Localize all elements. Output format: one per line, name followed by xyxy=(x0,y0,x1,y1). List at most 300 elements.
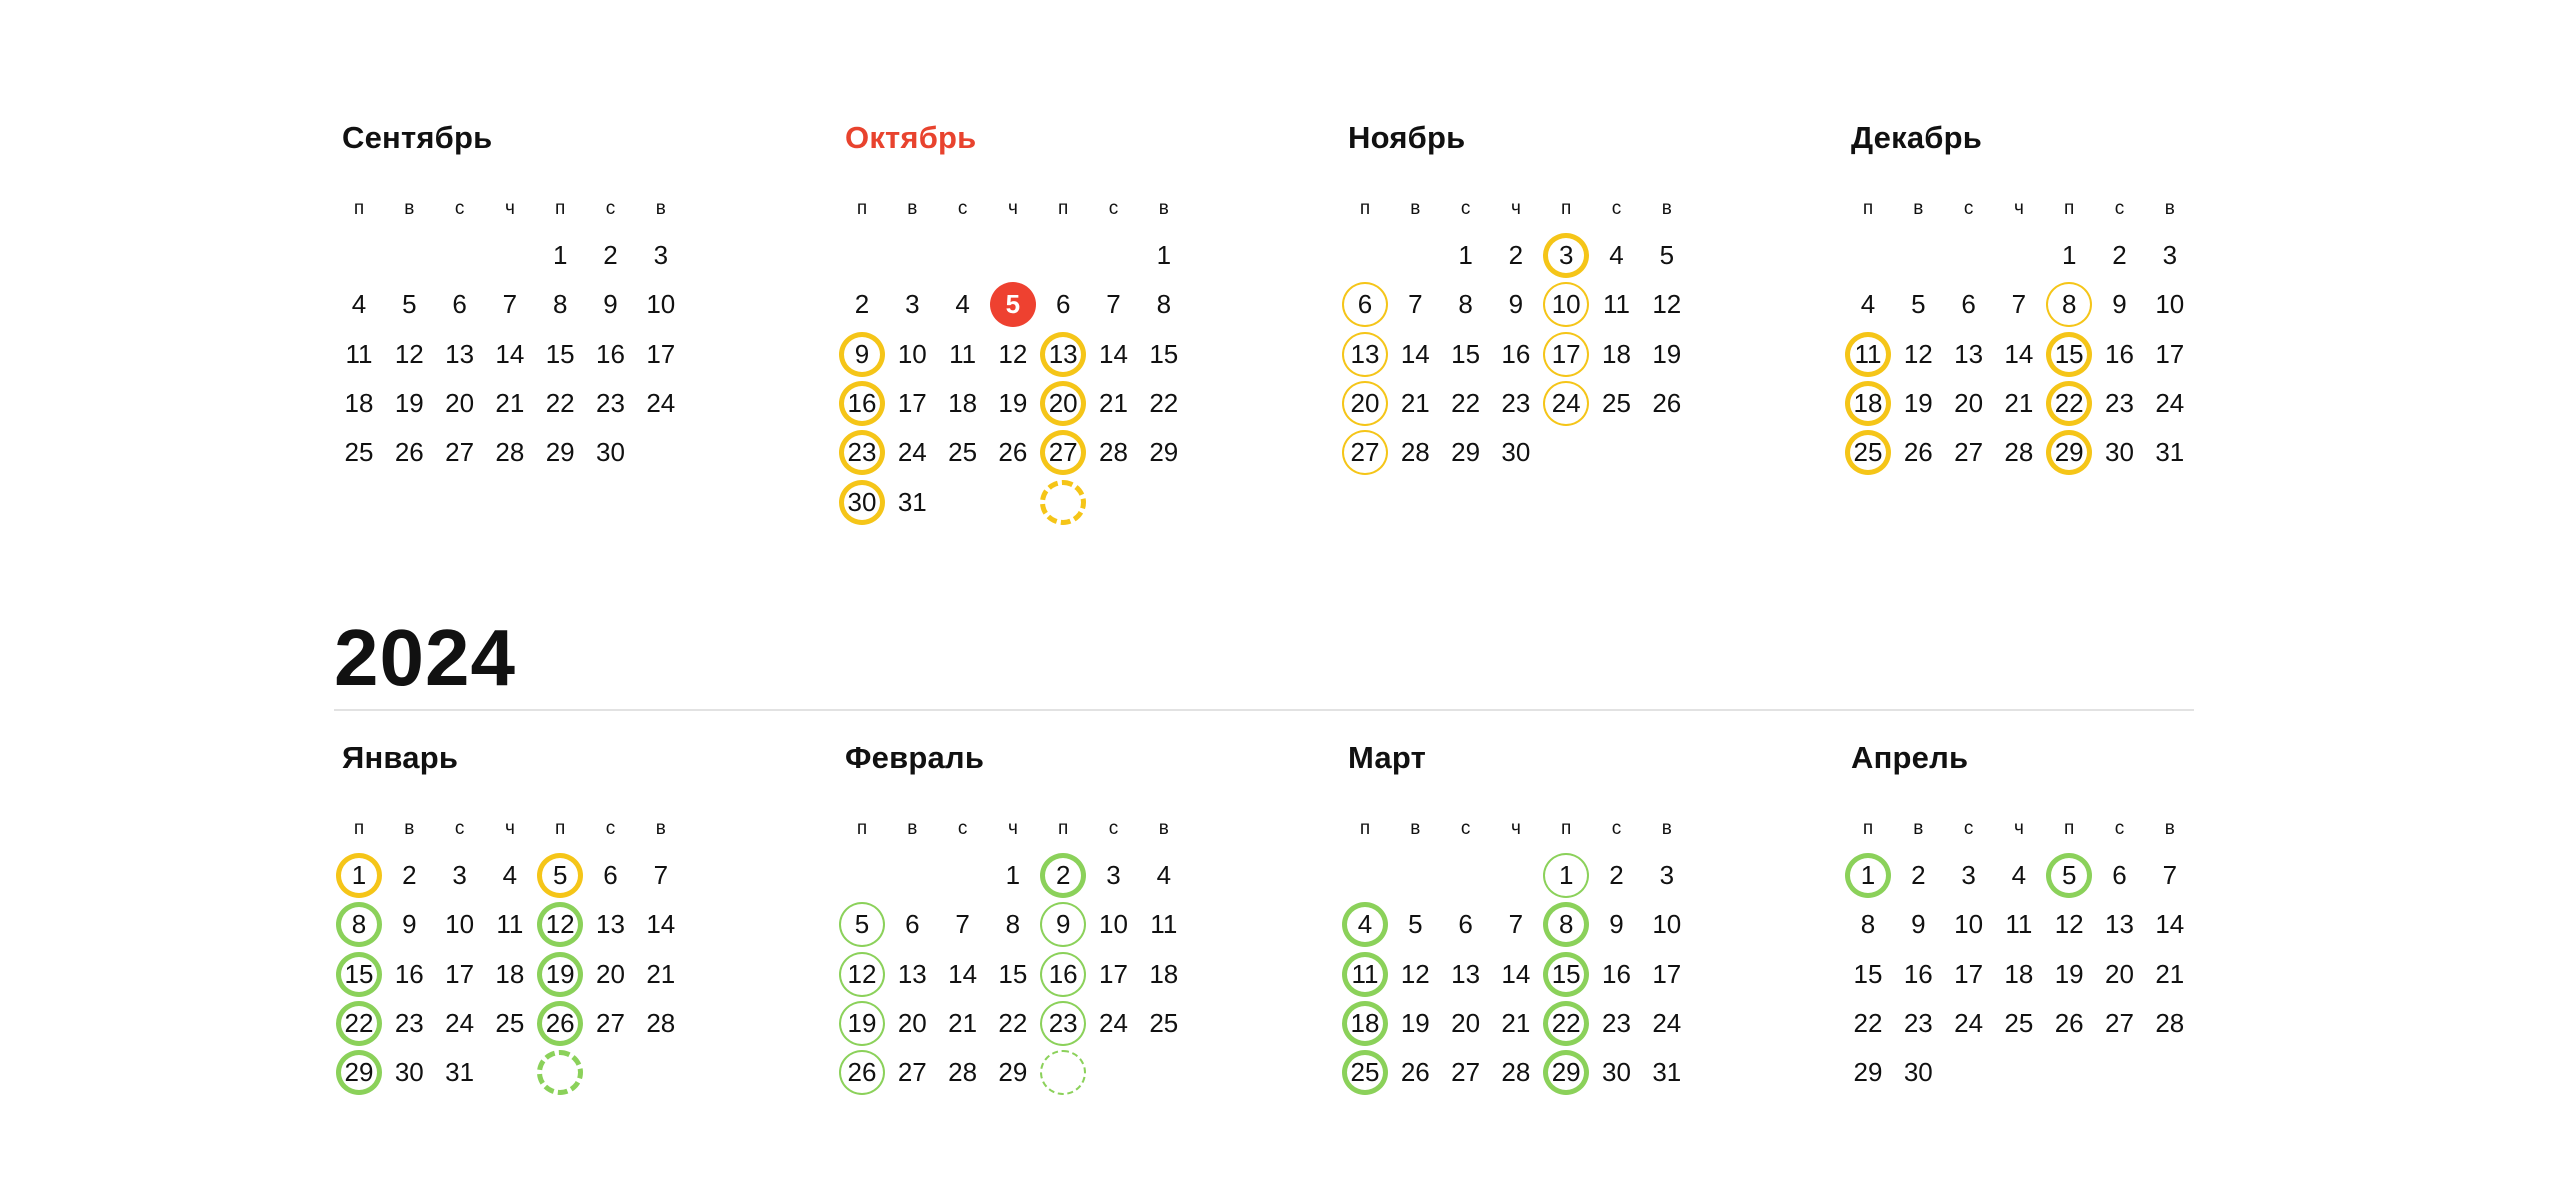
day-cell[interactable] xyxy=(1994,280,2044,329)
day-cell[interactable] xyxy=(2145,950,2195,999)
day-cell[interactable] xyxy=(334,428,384,477)
day-cell[interactable] xyxy=(535,900,585,949)
day-number: 11 xyxy=(1150,909,1178,940)
day-cell[interactable] xyxy=(1038,900,1088,949)
day-cell[interactable] xyxy=(1491,231,1541,280)
day-cell[interactable] xyxy=(334,851,384,900)
day-cell[interactable] xyxy=(1491,280,1541,329)
day-cell[interactable] xyxy=(1893,900,1943,949)
day-cell[interactable] xyxy=(384,999,434,1048)
day-cell[interactable] xyxy=(334,330,384,379)
day-cell[interactable] xyxy=(334,950,384,999)
day-cell[interactable] xyxy=(586,999,636,1048)
day-number: 11 xyxy=(345,338,373,369)
day-cell[interactable] xyxy=(636,330,686,379)
day-cell[interactable] xyxy=(988,851,1038,900)
day-number: 31 xyxy=(897,486,927,517)
day-number: 25 xyxy=(344,437,374,468)
day-cell[interactable] xyxy=(485,280,535,329)
day-cell[interactable] xyxy=(586,428,636,477)
day-cell[interactable] xyxy=(2145,231,2195,280)
day-number: 16 xyxy=(1602,958,1631,989)
day-cell[interactable] xyxy=(988,900,1038,949)
day-cell[interactable] xyxy=(837,900,887,949)
day-number: 1 xyxy=(1458,240,1473,270)
day-cell[interactable] xyxy=(1390,379,1440,428)
day-cell[interactable] xyxy=(887,1048,937,1097)
day-cell[interactable] xyxy=(1038,999,1088,1048)
day-cell[interactable] xyxy=(1893,851,1943,900)
day-cell[interactable] xyxy=(1340,330,1390,379)
day-cell[interactable] xyxy=(384,280,434,329)
day-cell[interactable] xyxy=(1491,1048,1541,1097)
day-number: 10 xyxy=(445,909,475,940)
day-cell[interactable] xyxy=(837,1048,887,1097)
day-cell[interactable] xyxy=(1592,1048,1642,1097)
day-cell[interactable] xyxy=(485,900,535,949)
day-cell[interactable] xyxy=(535,999,585,1048)
day-cell[interactable] xyxy=(837,280,887,329)
day-number: 5 xyxy=(1005,289,1021,320)
day-cell[interactable] xyxy=(938,900,988,949)
day-cell[interactable] xyxy=(535,280,585,329)
day-cell[interactable] xyxy=(1843,900,1893,949)
day-cell[interactable] xyxy=(636,231,686,280)
day-number: 26 xyxy=(998,437,1028,468)
day-cell[interactable] xyxy=(435,950,485,999)
day-number: 19 xyxy=(847,1007,877,1038)
day-cell[interactable] xyxy=(1390,428,1440,477)
day-cell[interactable] xyxy=(837,999,887,1048)
day-cell[interactable] xyxy=(586,379,636,428)
day-cell[interactable] xyxy=(938,999,988,1048)
day-cell[interactable] xyxy=(1390,900,1440,949)
day-cell[interactable] xyxy=(2044,280,2094,329)
weekday-label: п xyxy=(353,818,365,839)
day-cell[interactable] xyxy=(485,950,535,999)
day-cell[interactable] xyxy=(1491,950,1541,999)
day-number: 1 xyxy=(1005,860,1021,890)
day-cell[interactable] xyxy=(636,900,686,949)
day-cell[interactable] xyxy=(2145,379,2195,428)
day-cell[interactable] xyxy=(1642,1048,1692,1097)
day-cell[interactable] xyxy=(2095,280,2145,329)
day-cell[interactable] xyxy=(535,231,585,280)
day-cell[interactable] xyxy=(837,950,887,999)
day-cell[interactable] xyxy=(384,900,434,949)
day-number: 10 xyxy=(1652,909,1682,940)
day-cell[interactable] xyxy=(1038,280,1088,329)
day-cell[interactable] xyxy=(1541,851,1591,900)
weekday-header xyxy=(1340,198,1692,228)
day-cell[interactable] xyxy=(2145,851,2195,900)
weekday-label: п xyxy=(1359,818,1371,839)
day-cell[interactable] xyxy=(334,999,384,1048)
day-cell[interactable] xyxy=(938,428,988,477)
day-cell[interactable] xyxy=(334,900,384,949)
day-cell[interactable] xyxy=(988,330,1038,379)
day-cell[interactable] xyxy=(1139,950,1189,999)
day-cell[interactable] xyxy=(1642,379,1692,428)
day-cell[interactable] xyxy=(1038,851,1088,900)
day-cell[interactable] xyxy=(636,280,686,329)
day-number: 20 xyxy=(2105,958,2134,989)
day-cell[interactable] xyxy=(887,900,937,949)
day-cell[interactable] xyxy=(1994,330,2044,379)
day-cell[interactable] xyxy=(1893,950,1943,999)
day-cell[interactable] xyxy=(535,330,585,379)
day-cell[interactable] xyxy=(1089,851,1139,900)
day-cell[interactable] xyxy=(1441,950,1491,999)
day-cell[interactable] xyxy=(938,379,988,428)
day-cell[interactable] xyxy=(1642,900,1692,949)
day-cell[interactable] xyxy=(535,379,585,428)
day-number: 29 xyxy=(1149,437,1179,468)
day-cell[interactable] xyxy=(485,428,535,477)
day-cell[interactable] xyxy=(887,950,937,999)
day-number: 21 xyxy=(948,1007,978,1038)
day-cell[interactable] xyxy=(435,999,485,1048)
day-number: 3 xyxy=(452,860,467,890)
day-cell[interactable] xyxy=(1592,330,1642,379)
day-cell[interactable] xyxy=(384,851,434,900)
day-number: 21 xyxy=(495,387,525,418)
day-cell[interactable] xyxy=(1390,280,1440,329)
day-grid xyxy=(837,231,1189,531)
weekday-label: с xyxy=(605,818,616,839)
day-cell[interactable] xyxy=(1592,379,1642,428)
day-cell[interactable] xyxy=(384,428,434,477)
day-cell[interactable] xyxy=(1340,280,1390,329)
day-cell[interactable] xyxy=(1994,900,2044,949)
day-cell[interactable] xyxy=(1592,280,1642,329)
day-cell[interactable] xyxy=(1441,999,1491,1048)
day-cell[interactable] xyxy=(384,379,434,428)
day-grid xyxy=(837,851,1189,1151)
day-number: 13 xyxy=(2105,909,2134,940)
weekday-label: с xyxy=(1108,818,1119,839)
day-cell[interactable] xyxy=(435,1048,485,1097)
day-number: 20 xyxy=(1954,387,1984,418)
weekday-label: с xyxy=(454,198,465,219)
day-cell[interactable] xyxy=(1441,900,1491,949)
day-cell[interactable] xyxy=(1541,950,1591,999)
weekday-label: ч xyxy=(504,198,515,219)
day-cell[interactable] xyxy=(1491,428,1541,477)
day-cell[interactable] xyxy=(938,950,988,999)
day-cell[interactable] xyxy=(1390,999,1440,1048)
day-cell[interactable] xyxy=(1089,999,1139,1048)
day-cell[interactable] xyxy=(2145,330,2195,379)
day-cell[interactable] xyxy=(334,1048,384,1097)
day-cell[interactable] xyxy=(1893,1048,1943,1097)
day-cell[interactable] xyxy=(2095,999,2145,1048)
day-cell[interactable] xyxy=(1441,231,1491,280)
day-cell[interactable] xyxy=(1994,851,2044,900)
day-cell[interactable] xyxy=(1994,950,2044,999)
day-cell[interactable] xyxy=(2044,851,2094,900)
day-cell[interactable] xyxy=(1843,280,1893,329)
day-cell[interactable] xyxy=(1491,900,1541,949)
day-cell[interactable] xyxy=(1139,379,1189,428)
day-cell[interactable] xyxy=(586,280,636,329)
day-cell[interactable] xyxy=(1089,950,1139,999)
day-cell[interactable] xyxy=(2145,428,2195,477)
day-cell[interactable] xyxy=(1944,950,1994,999)
day-cell[interactable] xyxy=(1340,1048,1390,1097)
day-cell[interactable] xyxy=(1843,1048,1893,1097)
day-number: 7 xyxy=(1106,289,1121,320)
day-cell[interactable] xyxy=(1089,280,1139,329)
day-number: 27 xyxy=(1048,437,1078,468)
day-cell[interactable] xyxy=(887,330,937,379)
day-cell[interactable] xyxy=(837,379,887,428)
day-cell[interactable] xyxy=(1441,330,1491,379)
day-cell[interactable] xyxy=(1944,379,1994,428)
day-cell[interactable] xyxy=(485,851,535,900)
day-cell[interactable] xyxy=(1340,379,1390,428)
weekday-label: в xyxy=(1158,198,1169,219)
day-cell[interactable] xyxy=(887,280,937,329)
day-cell[interactable] xyxy=(535,950,585,999)
day-cell[interactable] xyxy=(1843,950,1893,999)
day-cell[interactable] xyxy=(1441,1048,1491,1097)
day-cell[interactable] xyxy=(1592,900,1642,949)
day-cell[interactable] xyxy=(887,428,937,477)
day-cell[interactable] xyxy=(2044,330,2094,379)
day-number: 9 xyxy=(1508,289,1524,320)
day-cell[interactable] xyxy=(1843,851,1893,900)
weekday-label: п xyxy=(353,198,365,219)
day-number: 11 xyxy=(2005,909,2033,940)
day-cell[interactable] xyxy=(586,950,636,999)
day-cell[interactable] xyxy=(2044,231,2094,280)
day-cell[interactable] xyxy=(1541,1048,1591,1097)
day-cell[interactable] xyxy=(1642,330,1692,379)
day-cell[interactable] xyxy=(2044,900,2094,949)
day-cell[interactable] xyxy=(1340,950,1390,999)
weekday-label: п xyxy=(1058,198,1069,219)
day-cell[interactable] xyxy=(1038,330,1088,379)
day-cell[interactable] xyxy=(485,379,535,428)
day-number: 15 xyxy=(998,958,1028,989)
day-cell[interactable] xyxy=(988,428,1038,477)
day-cell[interactable] xyxy=(1944,428,1994,477)
day-cell[interactable] xyxy=(1089,900,1139,949)
day-cell[interactable] xyxy=(1592,999,1642,1048)
day-cell[interactable] xyxy=(988,280,1038,329)
day-cell[interactable] xyxy=(1441,280,1491,329)
day-cell[interactable] xyxy=(2095,900,2145,949)
day-cell[interactable] xyxy=(636,379,686,428)
day-cell[interactable] xyxy=(2145,999,2195,1048)
day-number: 24 xyxy=(1099,1007,1128,1038)
day-cell[interactable] xyxy=(1893,999,1943,1048)
day-cell[interactable] xyxy=(837,428,887,477)
day-cell[interactable] xyxy=(485,330,535,379)
day-number: 25 xyxy=(1602,387,1631,418)
day-number: 13 xyxy=(1451,958,1481,989)
day-cell[interactable] xyxy=(887,379,937,428)
day-cell[interactable] xyxy=(938,1048,988,1097)
day-cell[interactable] xyxy=(2044,428,2094,477)
day-cell[interactable] xyxy=(988,950,1038,999)
day-number: 8 xyxy=(351,909,367,940)
day-cell[interactable] xyxy=(1441,428,1491,477)
day-cell[interactable] xyxy=(586,231,636,280)
day-cell[interactable] xyxy=(1944,999,1994,1048)
day-cell[interactable] xyxy=(2095,428,2145,477)
day-cell[interactable] xyxy=(837,330,887,379)
day-cell[interactable] xyxy=(938,280,988,329)
day-cell[interactable] xyxy=(334,379,384,428)
day-cell[interactable] xyxy=(1541,330,1591,379)
day-cell[interactable] xyxy=(1592,950,1642,999)
day-cell[interactable] xyxy=(1893,379,1943,428)
weekday-label: в xyxy=(2164,818,2175,839)
day-cell[interactable] xyxy=(1390,950,1440,999)
day-cell[interactable] xyxy=(636,950,686,999)
day-cell[interactable] xyxy=(485,999,535,1048)
day-cell[interactable] xyxy=(1642,950,1692,999)
day-cell[interactable] xyxy=(1541,999,1591,1048)
day-cell[interactable] xyxy=(988,379,1038,428)
day-cell[interactable] xyxy=(2095,379,2145,428)
day-cell[interactable] xyxy=(1893,428,1943,477)
day-number: 1 xyxy=(1860,860,1876,890)
day-cell[interactable] xyxy=(1038,428,1088,477)
day-number: 6 xyxy=(1961,289,1976,320)
day-cell[interactable] xyxy=(1491,330,1541,379)
day-cell[interactable] xyxy=(938,330,988,379)
day-cell[interactable] xyxy=(1139,851,1189,900)
day-number: 27 xyxy=(1451,1057,1481,1088)
day-cell[interactable] xyxy=(2095,330,2145,379)
day-cell[interactable] xyxy=(1038,950,1088,999)
day-cell[interactable] xyxy=(435,280,485,329)
day-cell[interactable] xyxy=(1139,231,1189,280)
day-cell[interactable] xyxy=(1089,428,1139,477)
day-cell[interactable] xyxy=(435,330,485,379)
day-cell[interactable] xyxy=(384,1048,434,1097)
day-cell[interactable] xyxy=(1642,231,1692,280)
day-cell[interactable] xyxy=(1944,330,1994,379)
day-number: 9 xyxy=(854,338,870,369)
day-cell[interactable] xyxy=(334,280,384,329)
day-cell[interactable] xyxy=(435,428,485,477)
day-cell[interactable] xyxy=(1089,330,1139,379)
day-cell[interactable] xyxy=(2044,999,2094,1048)
day-cell[interactable] xyxy=(1340,999,1390,1048)
day-cell[interactable] xyxy=(2095,950,2145,999)
day-cell[interactable] xyxy=(636,851,686,900)
day-cell[interactable] xyxy=(1139,330,1189,379)
day-cell[interactable] xyxy=(837,478,887,527)
day-cell[interactable] xyxy=(586,900,636,949)
day-cell[interactable] xyxy=(1038,379,1088,428)
day-cell[interactable] xyxy=(1541,231,1591,280)
day-cell[interactable] xyxy=(1491,379,1541,428)
day-cell[interactable] xyxy=(1843,330,1893,379)
day-cell[interactable] xyxy=(1340,900,1390,949)
day-cell[interactable] xyxy=(1893,330,1943,379)
day-cell[interactable] xyxy=(1541,280,1591,329)
day-cell[interactable] xyxy=(1491,999,1541,1048)
day-cell[interactable] xyxy=(586,330,636,379)
day-number: 20 xyxy=(445,387,475,418)
day-cell[interactable] xyxy=(435,379,485,428)
day-cell[interactable] xyxy=(2145,280,2195,329)
day-cell[interactable] xyxy=(586,851,636,900)
day-cell[interactable] xyxy=(1994,379,2044,428)
day-cell[interactable] xyxy=(1944,280,1994,329)
day-cell[interactable] xyxy=(1944,851,1994,900)
month-title: Декабрь xyxy=(1851,120,1983,155)
day-cell[interactable] xyxy=(1893,280,1943,329)
day-cell[interactable] xyxy=(1390,330,1440,379)
day-cell[interactable] xyxy=(1390,1048,1440,1097)
day-cell[interactable] xyxy=(988,1048,1038,1097)
day-cell[interactable] xyxy=(1944,900,1994,949)
weekday-label: с xyxy=(605,198,616,219)
day-cell[interactable] xyxy=(2095,851,2145,900)
day-cell[interactable] xyxy=(1642,999,1692,1048)
day-cell[interactable] xyxy=(1340,428,1390,477)
day-number: 26 xyxy=(2054,1007,2084,1038)
day-cell[interactable] xyxy=(887,478,937,527)
day-cell[interactable] xyxy=(1642,280,1692,329)
day-cell[interactable] xyxy=(2095,231,2145,280)
day-cell[interactable] xyxy=(636,999,686,1048)
day-number: 21 xyxy=(1099,387,1128,418)
day-number: 18 xyxy=(495,958,525,989)
day-cell[interactable] xyxy=(1441,379,1491,428)
day-number: 15 xyxy=(1551,958,1581,989)
day-number: 20 xyxy=(1350,387,1380,418)
day-cell[interactable] xyxy=(1843,379,1893,428)
weekday-label: п xyxy=(2064,198,2075,219)
day-cell[interactable] xyxy=(887,999,937,1048)
day-cell[interactable] xyxy=(435,851,485,900)
day-cell[interactable] xyxy=(2044,379,2094,428)
day-cell[interactable] xyxy=(2145,900,2195,949)
day-cell[interactable] xyxy=(1843,428,1893,477)
day-cell[interactable] xyxy=(384,330,434,379)
day-cell[interactable] xyxy=(1139,900,1189,949)
day-cell[interactable] xyxy=(384,950,434,999)
day-cell[interactable] xyxy=(2044,950,2094,999)
day-cell[interactable] xyxy=(1139,280,1189,329)
day-cell[interactable] xyxy=(535,851,585,900)
day-cell[interactable] xyxy=(1139,999,1189,1048)
day-cell[interactable] xyxy=(435,900,485,949)
day-cell[interactable] xyxy=(1541,900,1591,949)
weekday-header xyxy=(1843,198,2195,228)
day-cell[interactable] xyxy=(1994,428,2044,477)
day-cell[interactable] xyxy=(1642,851,1692,900)
day-cell[interactable] xyxy=(988,999,1038,1048)
day-cell[interactable] xyxy=(1089,379,1139,428)
day-cell[interactable] xyxy=(535,428,585,477)
day-cell[interactable] xyxy=(1592,851,1642,900)
day-number: 22 xyxy=(1149,387,1179,418)
day-cell[interactable] xyxy=(1139,428,1189,477)
day-cell[interactable] xyxy=(1843,999,1893,1048)
day-cell[interactable] xyxy=(1994,999,2044,1048)
day-cell[interactable] xyxy=(1541,379,1591,428)
weekday-header xyxy=(334,198,686,228)
day-cell[interactable] xyxy=(1592,231,1642,280)
